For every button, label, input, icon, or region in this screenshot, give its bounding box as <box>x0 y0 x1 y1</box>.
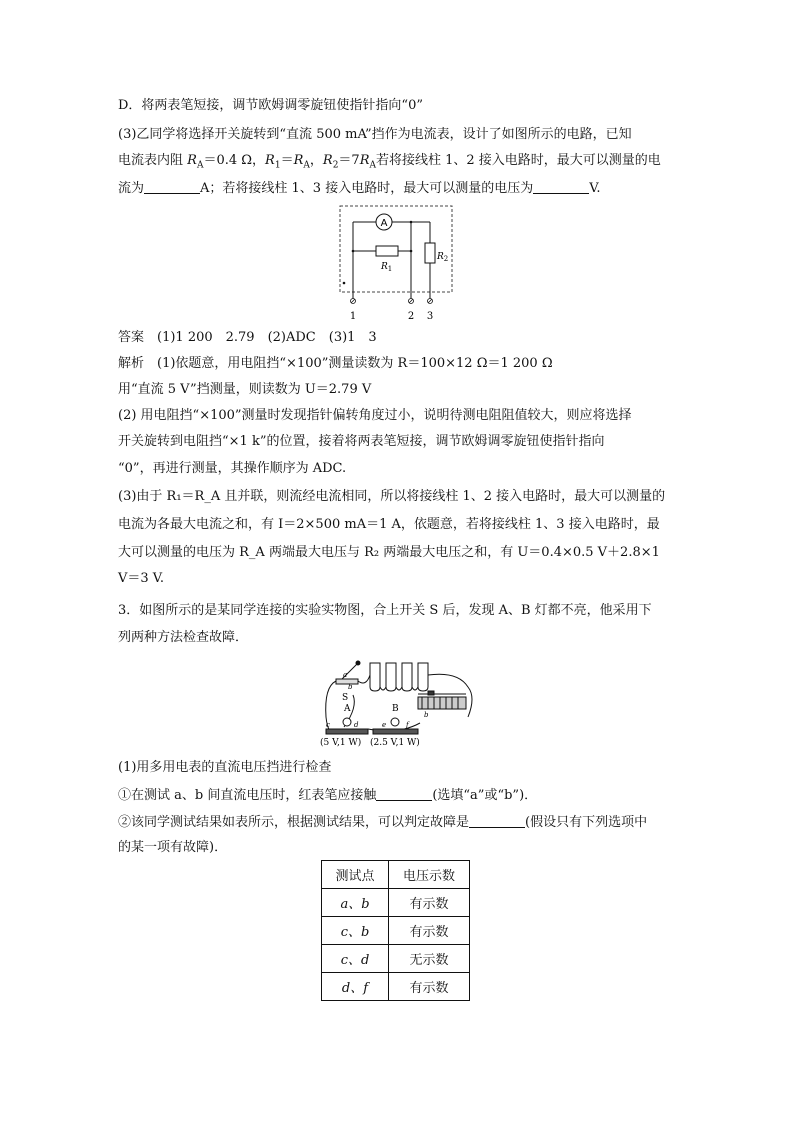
experiment-apparatus-diagram <box>318 657 478 752</box>
terminal-3-label: 3 <box>426 311 434 322</box>
table-cell: 有示数 <box>389 917 470 945</box>
r2-resistor <box>425 243 435 263</box>
text: ②该同学测试结果如表所示，根据测试结果，可以判定故障是 <box>118 815 470 830</box>
table-cell: a、b <box>322 889 389 917</box>
test-results-table <box>321 860 470 1001</box>
analysis-line-7: 电流为各最大电流之和，有 I＝2×500 mA＝1 A，依题意，若将接线柱 1、3 接入电路时，最 <box>118 517 660 532</box>
r1-label: $R_1$ <box>381 262 393 273</box>
analysis-line-6: (3)由于 R₁＝R_A 且并联，则流经电流相同，所以将接线柱 1、2 接入电路时，最大可以测量的 <box>118 489 666 504</box>
question-3-part3: (3)乙同学将选择开关旋转到“直流 500 mA”挡作为电流表，设计了如图所示的电路，已知 <box>118 127 632 142</box>
table-row <box>322 889 470 917</box>
text: A；若将接线柱 1、3 接入电路时，最大可以测量的电压为 <box>200 181 534 196</box>
ammeter-label: A <box>380 218 388 229</box>
question-3-part1-i <box>118 786 537 805</box>
switch-icon <box>336 661 360 684</box>
label-e: e <box>382 721 387 729</box>
lamp-b-icon <box>373 718 418 734</box>
rheostat-icon <box>418 691 466 709</box>
option-d: D．将两表笔短接，调节欧姆调零旋钮使指针指向“0” <box>118 98 423 113</box>
label-f: f <box>406 721 409 729</box>
table-header-cell: 电压示数 <box>389 861 470 889</box>
lamp-a-icon <box>326 718 368 734</box>
question-3-intro-cont: 列两种方法检查故障． <box>118 630 249 645</box>
answer-blank-3[interactable] <box>376 786 432 801</box>
analysis-line-4: 开关旋转到电阻挡“×1 k”的位置，接着将两表笔短接，调节欧姆调零旋钮使指针指向 <box>118 434 605 449</box>
table-cell: c、b <box>322 917 389 945</box>
question-3-part1-ii-cont: 的某一项有故障)． <box>118 840 228 855</box>
analysis-line-2: 用“直流 5 V”挡测量，则读数为 U＝2.79 V <box>118 382 372 397</box>
table-cell: c、d <box>322 945 389 973</box>
table-cell: 有示数 <box>389 973 470 1001</box>
analysis-line-5: “0”，再进行测量，其操作顺序为 ADC. <box>118 461 347 476</box>
lamp-a-spec: (5 V,1 W) <box>320 738 362 748</box>
analysis-line-8: 大可以测量的电压为 R_A 两端最大电压与 R₂ 两端最大电压之和，有 U＝0.4×0.5 V＋2.8×1 <box>118 545 660 560</box>
analysis-line-1: 解析 (1)依题意，用电阻挡“×100”测量读数为 R＝100×12 Ω＝1 200 Ω <box>118 356 553 371</box>
text: V. <box>589 181 601 196</box>
text-cont: 若将接线柱 1、2 接入电路时，最大可以测量的电 <box>376 153 661 168</box>
question-3-part1: (1)用多用电表的直流电压挡进行检查 <box>118 760 332 775</box>
question-3-intro: 3．如图所示的是某同学连接的实验实物图，合上开关 S 后，发现 A、B 灯都不亮，他采用下 <box>118 603 652 618</box>
text: (选填“a”或“b”)． <box>432 788 538 803</box>
answer-line: 答案 (1)1 200 2.79 (2)ADC (3)1 3 <box>118 330 377 345</box>
r1-resistor <box>376 246 398 256</box>
table-cell: 有示数 <box>389 889 470 917</box>
terminal-1-label: 1 <box>349 311 357 322</box>
r2-label: $R_2$ <box>437 252 449 263</box>
lamp-b-label: B <box>392 704 399 714</box>
rheostat-mark: b <box>424 711 429 719</box>
answer-blank-2[interactable] <box>533 179 589 194</box>
answer-blank-4[interactable] <box>469 813 525 828</box>
text: (假设只有下列选项中 <box>525 815 648 830</box>
answer-blank-1[interactable] <box>144 179 200 194</box>
text: 电流表内阻 $R_A=0.4$ Ω，$R_1=R_A$，$R_2=7R_A$ <box>118 153 376 171</box>
label-d: d <box>354 721 359 729</box>
text: ①在测试 a、b 间直流电压时，红表笔应接触 <box>118 788 377 803</box>
table-header-cell: 测试点 <box>322 861 389 889</box>
table-cell: d、f <box>322 973 389 1001</box>
lamp-a-label: A <box>344 704 351 714</box>
label-c: c <box>326 721 330 729</box>
terminal-2-label: 2 <box>407 311 415 322</box>
question-3-blanks <box>118 179 600 198</box>
table-row <box>322 973 470 1001</box>
table-row <box>322 945 470 973</box>
table-cell: 无示数 <box>389 945 470 973</box>
label-b: b <box>348 683 353 691</box>
switch-label: S <box>342 693 349 703</box>
table-header-row <box>322 861 470 889</box>
analysis-line-3: (2) 用电阻挡“×100”测量时发现指针偏转角度过小，说明待测电阻阻值较大，则应将选择 <box>118 408 632 423</box>
battery-pack-icon <box>370 663 428 691</box>
lamp-b-spec: (2.5 V,1 W) <box>370 738 420 748</box>
question-3-part3-cont <box>118 152 661 175</box>
table-row <box>322 917 470 945</box>
analysis-line-9: V＝3 V. <box>118 571 165 586</box>
label-a: a <box>343 671 348 679</box>
text: 流为 <box>118 181 145 196</box>
question-3-part1-ii <box>118 813 647 832</box>
ammeter-circuit-diagram <box>336 203 454 323</box>
